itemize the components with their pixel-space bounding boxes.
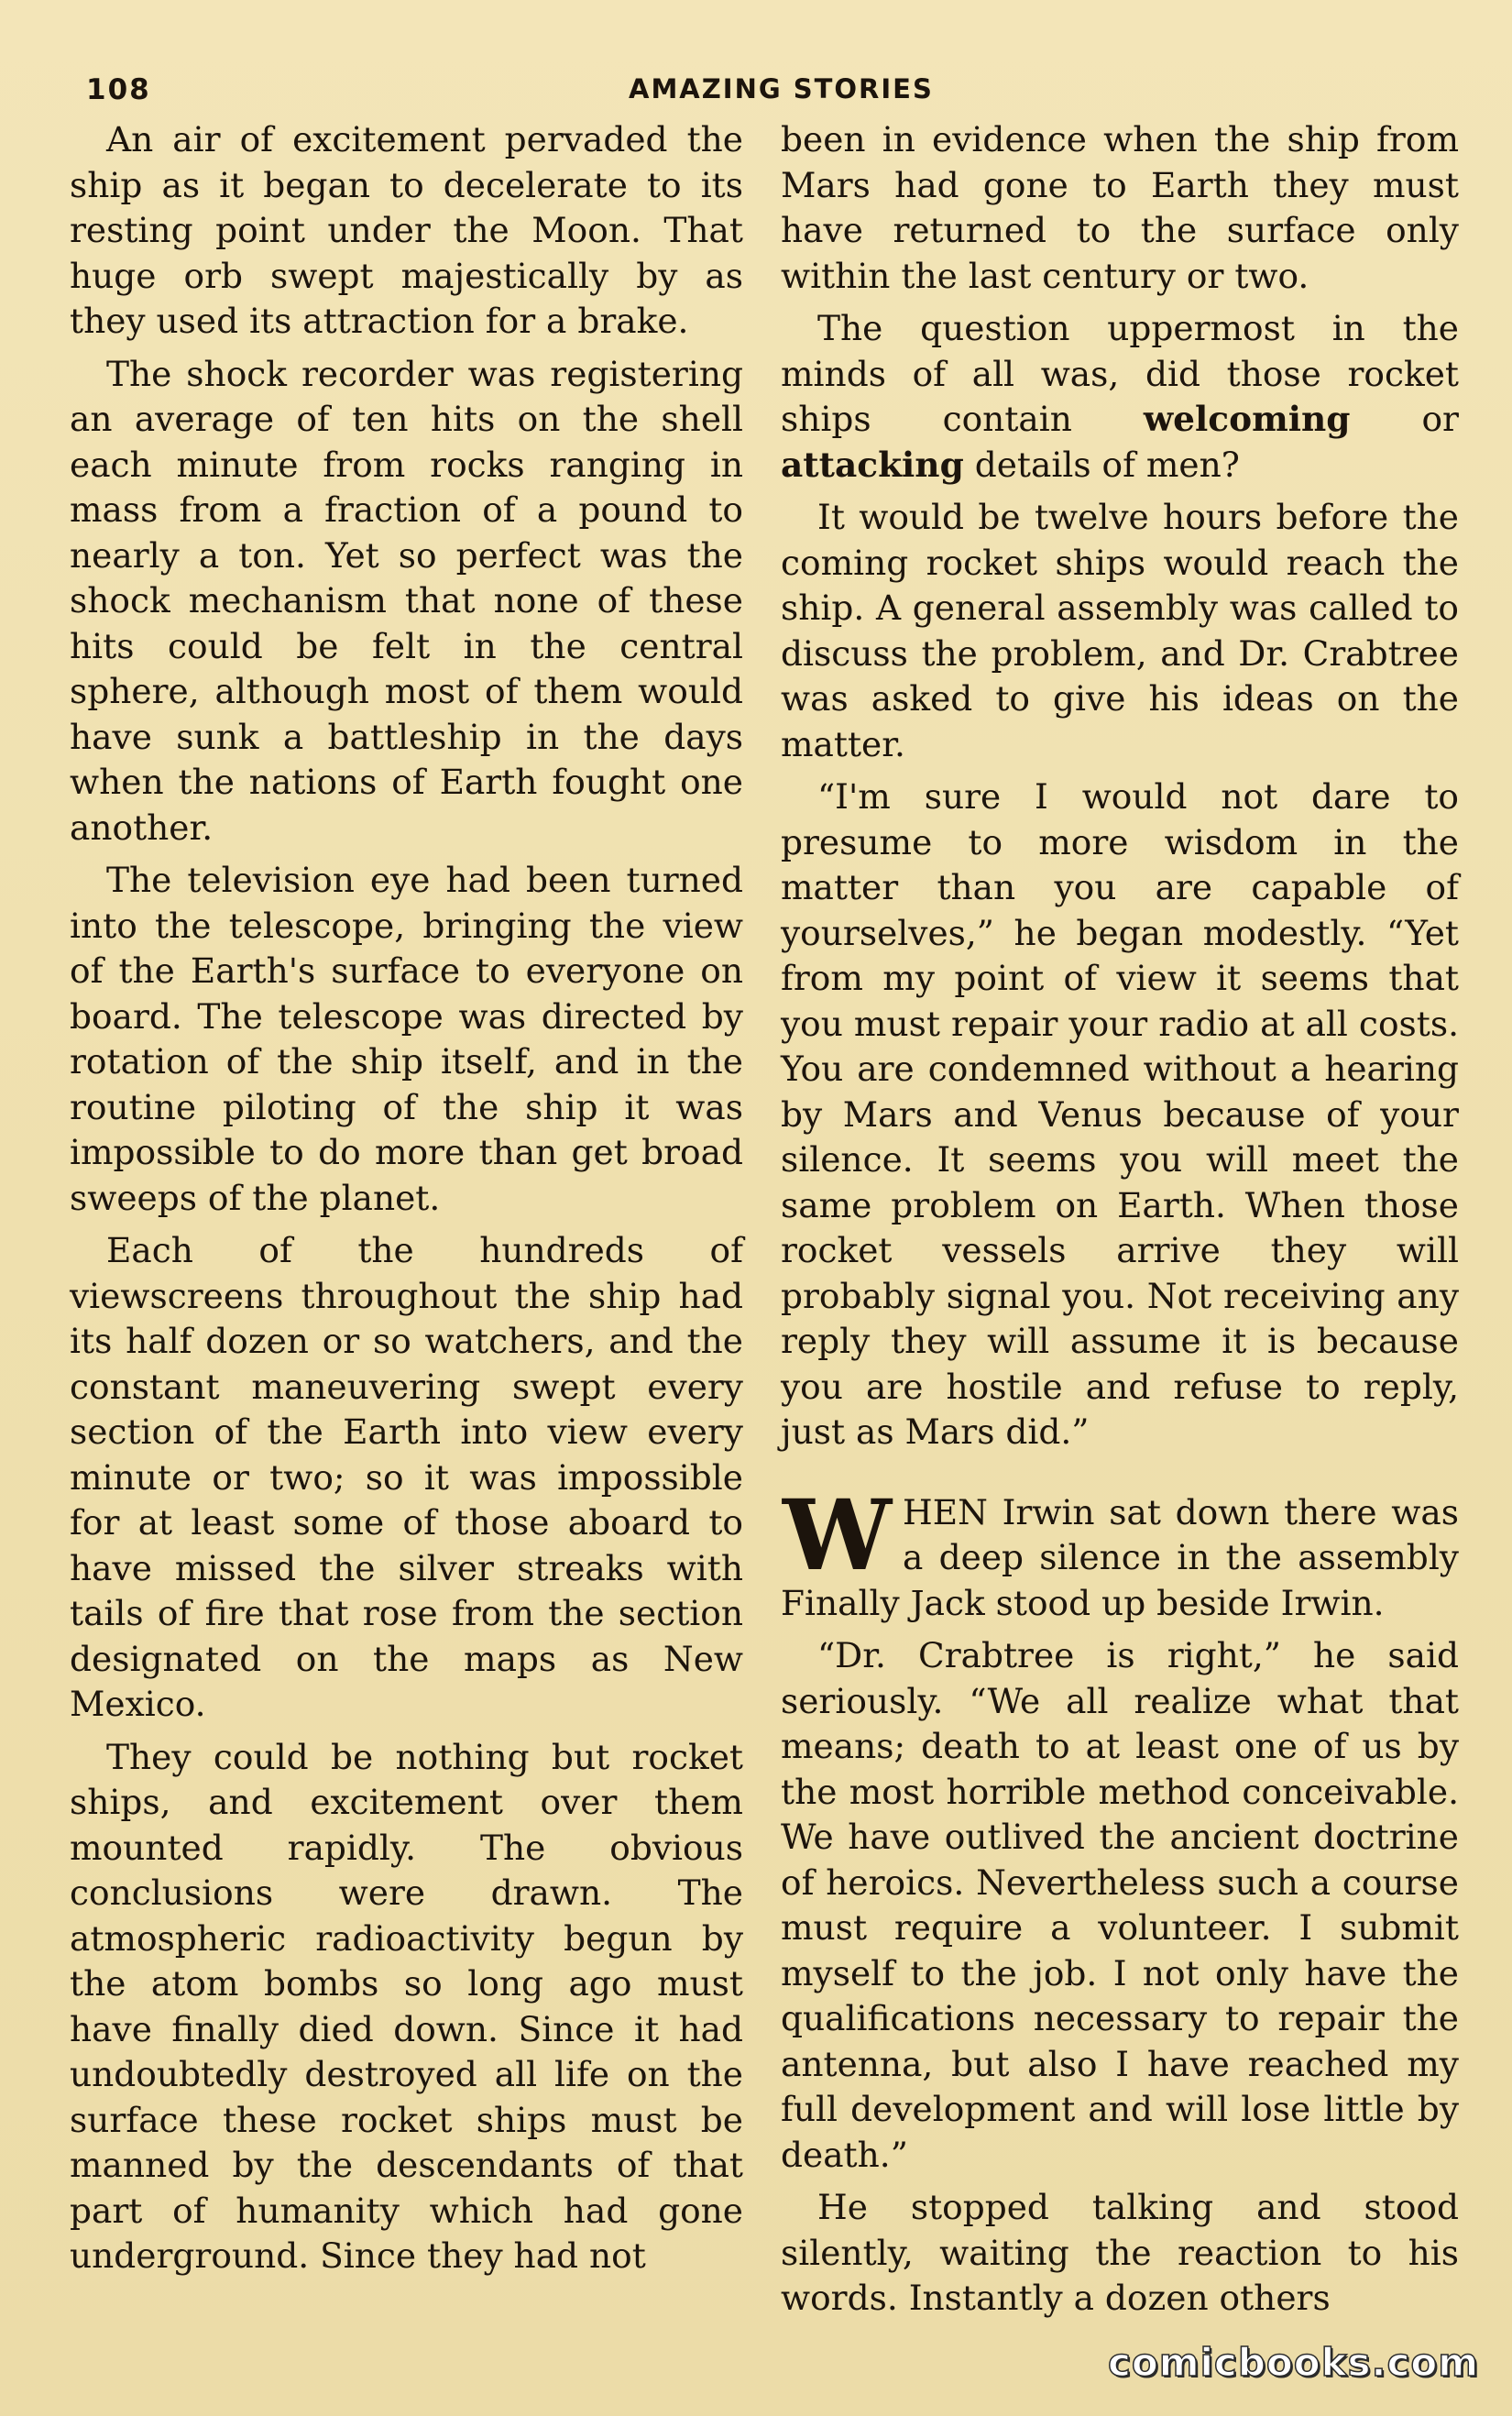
paragraph bbox=[781, 1477, 1459, 1627]
paragraph: An air of excitement pervaded the ship as it began to decelerate to its resting point under the Moon. That huge orb swept majestically by as they used its attraction for a brake. bbox=[70, 119, 743, 341]
text-run: or bbox=[1350, 399, 1459, 439]
emphasis-welcoming: welcoming bbox=[1143, 399, 1351, 439]
paragraph: The shock recorder was registering an average of ten hits on the shell each minute from rocks ranging in mass from a fraction of a pound to nearly a ton. Yet so perfect was the shock mechanism that none of these hits could be felt in the central sphere, although most of them would have sunk a battleship in the days when the nations of Earth fought one another. bbox=[70, 353, 743, 848]
page-number: 108 bbox=[86, 73, 151, 106]
paragraph: “I'm sure I would not dare to presume to more wisdom in the matter than you are capable of yourselves,” he began modestly. “Yet from my point of view it seems that you must repair your radio at all costs. You are condemned without a hearing by Mars and Venus because of your silence. It seems you will meet the same problem on Earth. When those rocket vessels arrive they will probably signal you. Not receiving any reply they will assume it is because you are hostile and refuse to reply, just as Mars did.” bbox=[781, 776, 1459, 1452]
paragraph: He stopped talking and stood silently, waiting the reaction to his words. Instantly a dozen others bbox=[781, 2187, 1459, 2318]
text-run: The question uppermost in the minds of all was, did those rocket ships contain bbox=[781, 308, 1459, 439]
paragraph: The television eye had been turned into the telescope, bringing the view of the Earth's surface to everyone on board. The telescope was directed by rotation of the ship itself, and in the routine piloting of the ship it was impossible to do more than get broad sweeps of the planet. bbox=[70, 860, 743, 1218]
emphasis-attacking: attacking bbox=[781, 444, 964, 485]
text-run: details of men? bbox=[963, 444, 1240, 485]
page-header bbox=[79, 66, 1453, 112]
running-head: AMAZING STORIES bbox=[629, 73, 934, 104]
drop-cap: W bbox=[783, 1477, 893, 1592]
text-run: HEN Irwin sat down there was a deep silence in the assembly Finally Jack stood up beside Irwin. bbox=[781, 1491, 1459, 1623]
paragraph: It would be twelve hours before the coming rocket ships would reach the ship. A general assembly was called to discuss the problem, and Dr. Crabtree was asked to give his ideas on the matter. bbox=[781, 497, 1459, 764]
right-column bbox=[781, 117, 1459, 2329]
watermark-logo: comicbooks.com bbox=[1108, 2340, 1479, 2385]
paragraph: They could be nothing but rocket ships, and excitement over them mounted rapidly. The obvious conclusions were drawn. The atmospheric radioactivity begun by the atom bombs so long ago must have finally died down. Since it had undoubtedly destroyed all life on the surface these rocket ships must be manned by the descendants of that part of humanity which had gone underground. Since they had not bbox=[70, 1736, 743, 2276]
left-column bbox=[70, 117, 743, 2287]
paragraph: Each of the hundreds of viewscreens throughout the ship had its half dozen or so watchers, and the constant maneuvering swept every section of the Earth into view every minute or two; so it was impossible for at least some of those aboard to have missed the silver streaks with tails of fire that rose from the section designated on the maps as New Mexico. bbox=[70, 1230, 743, 1724]
paragraph: been in evidence when the ship from Mars had gone to Earth they must have returned to the surface only within the last century or two. bbox=[781, 119, 1459, 296]
paragraph: “Dr. Crabtree is right,” he said seriously. “We all realize what that means; death to at least one of us by the most horrible method conceivable. We have outlived the ancient doctrine of heroics. Nevertheless such a course must require a volunteer. I submit myself to the job. I not only have the qualifications necessary to repair the antenna, but also I have reached my full development and will lose little by death.” bbox=[781, 1635, 1459, 2175]
paragraph bbox=[781, 306, 1459, 488]
